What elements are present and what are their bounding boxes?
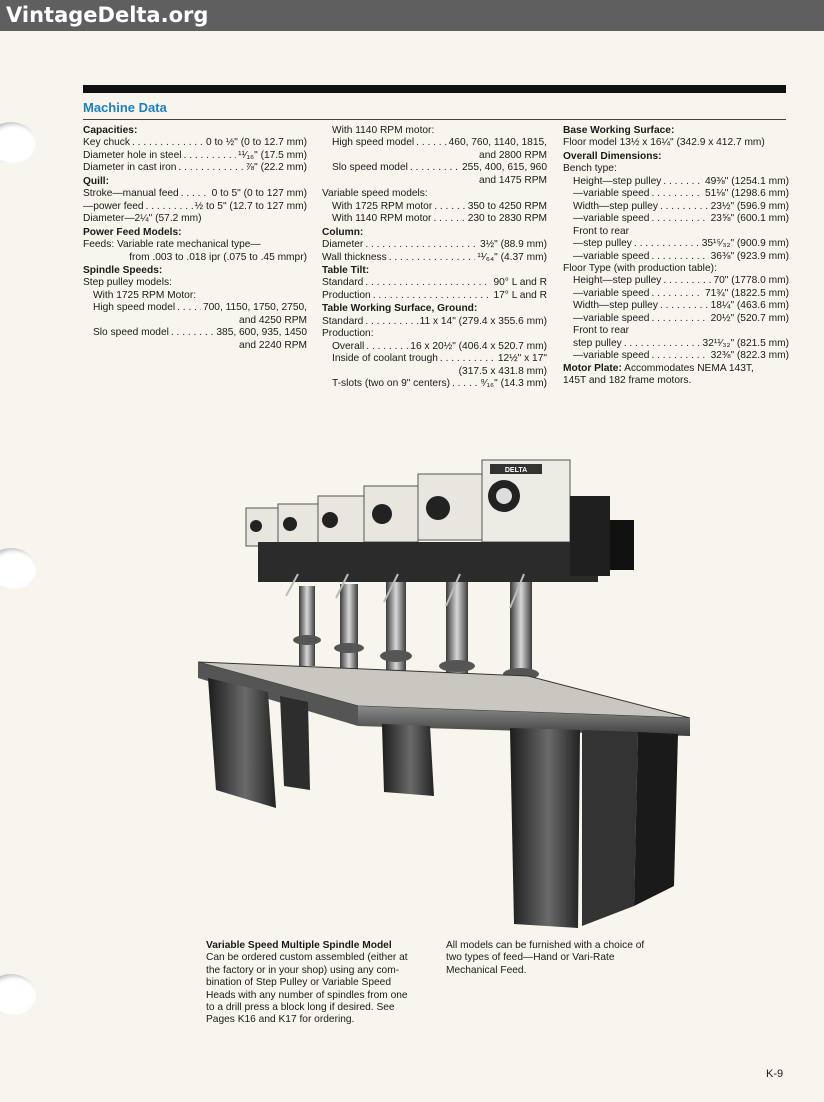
spec-row: Inside of coolant trough . . . 12½" x 17" [322,353,547,365]
spec-row: Width—step pulley . . . 18¼" (463.6 mm) [563,300,789,312]
motor-1725-label: With 1725 RPM Motor: [93,289,197,301]
spec-row: Slo speed model . . . 255, 400, 615, 960 [322,162,547,174]
step-pulley-label: Step pulley models: [83,277,172,289]
overall-dimensions-title: Overall Dimensions: [563,150,662,162]
spec-row: Production . . . 17° L and R [322,290,547,302]
spec-row: Diameter hole in steel . . . ¹¹⁄₁₆" (17.5 mm) [83,150,307,162]
spec-row: T-slots (two on 9" centers) . . . ⁹⁄₁₆" (14.3 mm) [322,378,547,390]
spec-column-2 [322,125,547,391]
page-number: K-9 [766,1068,784,1080]
binder-hole-bottom [0,974,36,1016]
spec-row: Slo speed model . . . 385, 600, 935, 1450 [83,327,307,339]
caption-left [206,940,434,1027]
spec-row: Height—step pulley . . . 49⅜" (1254.1 mm) [563,176,789,188]
spec-row: step pulley . . . 32¹¹⁄₃₂" (821.5 mm) [563,338,789,350]
working-surface-title: Table Working Surface, Ground: [322,303,478,315]
caption-line: to a drill press a block long if desired. See [206,1002,395,1014]
spec-row: Diameter . . . 3½" (88.9 mm) [322,239,547,251]
binder-hole-middle [0,548,36,590]
base-surface-title: Base Working Surface: [563,125,675,136]
base-surface-line: Floor model 13½ x 16¼" (342.9 x 412.7 mm) [563,137,765,149]
caption-line: the factory or in your shop) using any com- [206,964,400,976]
spindle-speeds-title: Spindle Speeds: [83,264,163,276]
header-bar [83,85,786,93]
motor-plate-line: Motor Plate: Accommodates NEMA 143T, [563,362,754,374]
spec-row: Wall thickness . . . ¹¹⁄₆₄" (4.37 mm) [322,252,547,264]
spec-row: Width—step pulley . . . 23½" (596.9 mm) [563,201,789,213]
quill-diameter: Diameter—2¼" (57.2 mm) [83,213,202,225]
section-heading: Machine Data [83,100,167,115]
multiple-spindle-drill-press-photo [198,456,690,928]
spec-row: —step pulley . . . 35¹⁵⁄₃₂" (900.9 mm) [563,238,789,250]
quill-title: Quill: [83,175,110,187]
front-to-rear-label: Front to rear [573,325,630,337]
spec-row: Diameter in cast iron . . . ⅞" (22.2 mm) [83,162,307,174]
spec-column-1 [83,125,307,352]
power-feed-line: Feeds: Variable rate mechanical type— [83,239,261,251]
spec-row: —variable speed . . . 51⅛" (1298.6 mm) [563,188,789,200]
motor-plate-line-2: 145T and 182 frame motors. [563,375,692,387]
spec-row: Standard . . . 90° L and R [322,277,547,289]
spec-row: With 1140 RPM motor . . . 230 to 2830 RPM [322,213,547,225]
caption-line: Pages K16 and K17 for ordering. [206,1014,355,1026]
variable-speed-label: Variable speed models: [322,188,428,200]
power-feed-title: Power Feed Models: [83,226,182,238]
spec-row: —variable speed . . . 20½" (520.7 mm) [563,313,789,325]
front-to-rear-label: Front to rear [573,225,630,237]
motor-1140-label: With 1140 RPM motor: [332,125,435,136]
delta-badge: DELTA [504,467,528,474]
spec-row-continued: and 2240 RPM [239,339,307,351]
spec-row-continued: and 4250 RPM [239,314,307,326]
caption-line: bination of Step Pulley or Variable Speed [206,977,392,989]
spec-row: —variable speed . . . 36⅜" (923.9 mm) [563,251,789,263]
spec-row: Overall . . . 16 x 20½" (406.4 x 520.7 mm) [322,341,547,353]
spec-row: Height—step pulley . . . 70" (1778.0 mm) [563,275,789,287]
power-feed-range: from .003 to .018 ipr (.075 to .45 mmpr) [129,251,307,263]
spec-row: —variable speed . . . 23⅝" (600.1 mm) [563,213,789,225]
spec-row: High speed model . . . 700, 1150, 1750, 2750, [83,302,307,314]
caption-right [446,940,661,977]
spec-row-continued: and 2800 RPM [479,149,547,161]
header-rule [83,119,786,120]
caption-line: two types of feed—Hand or Vari-Rate [446,952,615,964]
spec-row: Standard . . . 11 x 14" (279.4 x 355.6 mm) [322,316,547,328]
floor-type-label: Floor Type (with production table): [563,262,717,274]
site-banner[interactable]: VintageDelta.org [0,0,824,31]
spec-row: High speed model . . . 460, 760, 1140, 1815, [322,137,547,149]
spec-row: —power feed . . . ½ to 5" (12.7 to 127 mm) [83,201,307,213]
spec-row: —variable speed . . . 32⅜" (822.3 mm) [563,350,789,362]
table-tilt-title: Table Tilt: [322,264,370,276]
capacities-title: Capacities: [83,125,138,136]
spec-column-3 [563,125,789,388]
caption-line: Can be ordered custom assembled (either at [206,952,408,964]
spec-row-continued: and 1475 RPM [479,174,547,186]
binder-hole-top [0,122,36,164]
caption-title: Variable Speed Multiple Spindle Model [206,940,392,951]
spec-row: With 1725 RPM motor . . . 350 to 4250 RPM [322,201,547,213]
caption-line: Heads with any number of spindles from one [206,989,408,1001]
caption-line: All models can be furnished with a choice of [446,940,645,951]
column-title: Column: [322,226,364,238]
caption-line: Mechanical Feed. [446,964,527,976]
production-label: Production: [322,328,374,340]
spec-row: Stroke—manual feed . . . 0 to 5" (0 to 127 mm) [83,188,307,200]
bench-type-label: Bench type: [563,163,617,175]
spec-row: —variable speed . . . 71¾" (1822.5 mm) [563,288,789,300]
spec-row: Key chuck . . . 0 to ½" (0 to 12.7 mm) [83,137,307,149]
spec-row-continued: (317.5 x 431.8 mm) [458,365,547,377]
